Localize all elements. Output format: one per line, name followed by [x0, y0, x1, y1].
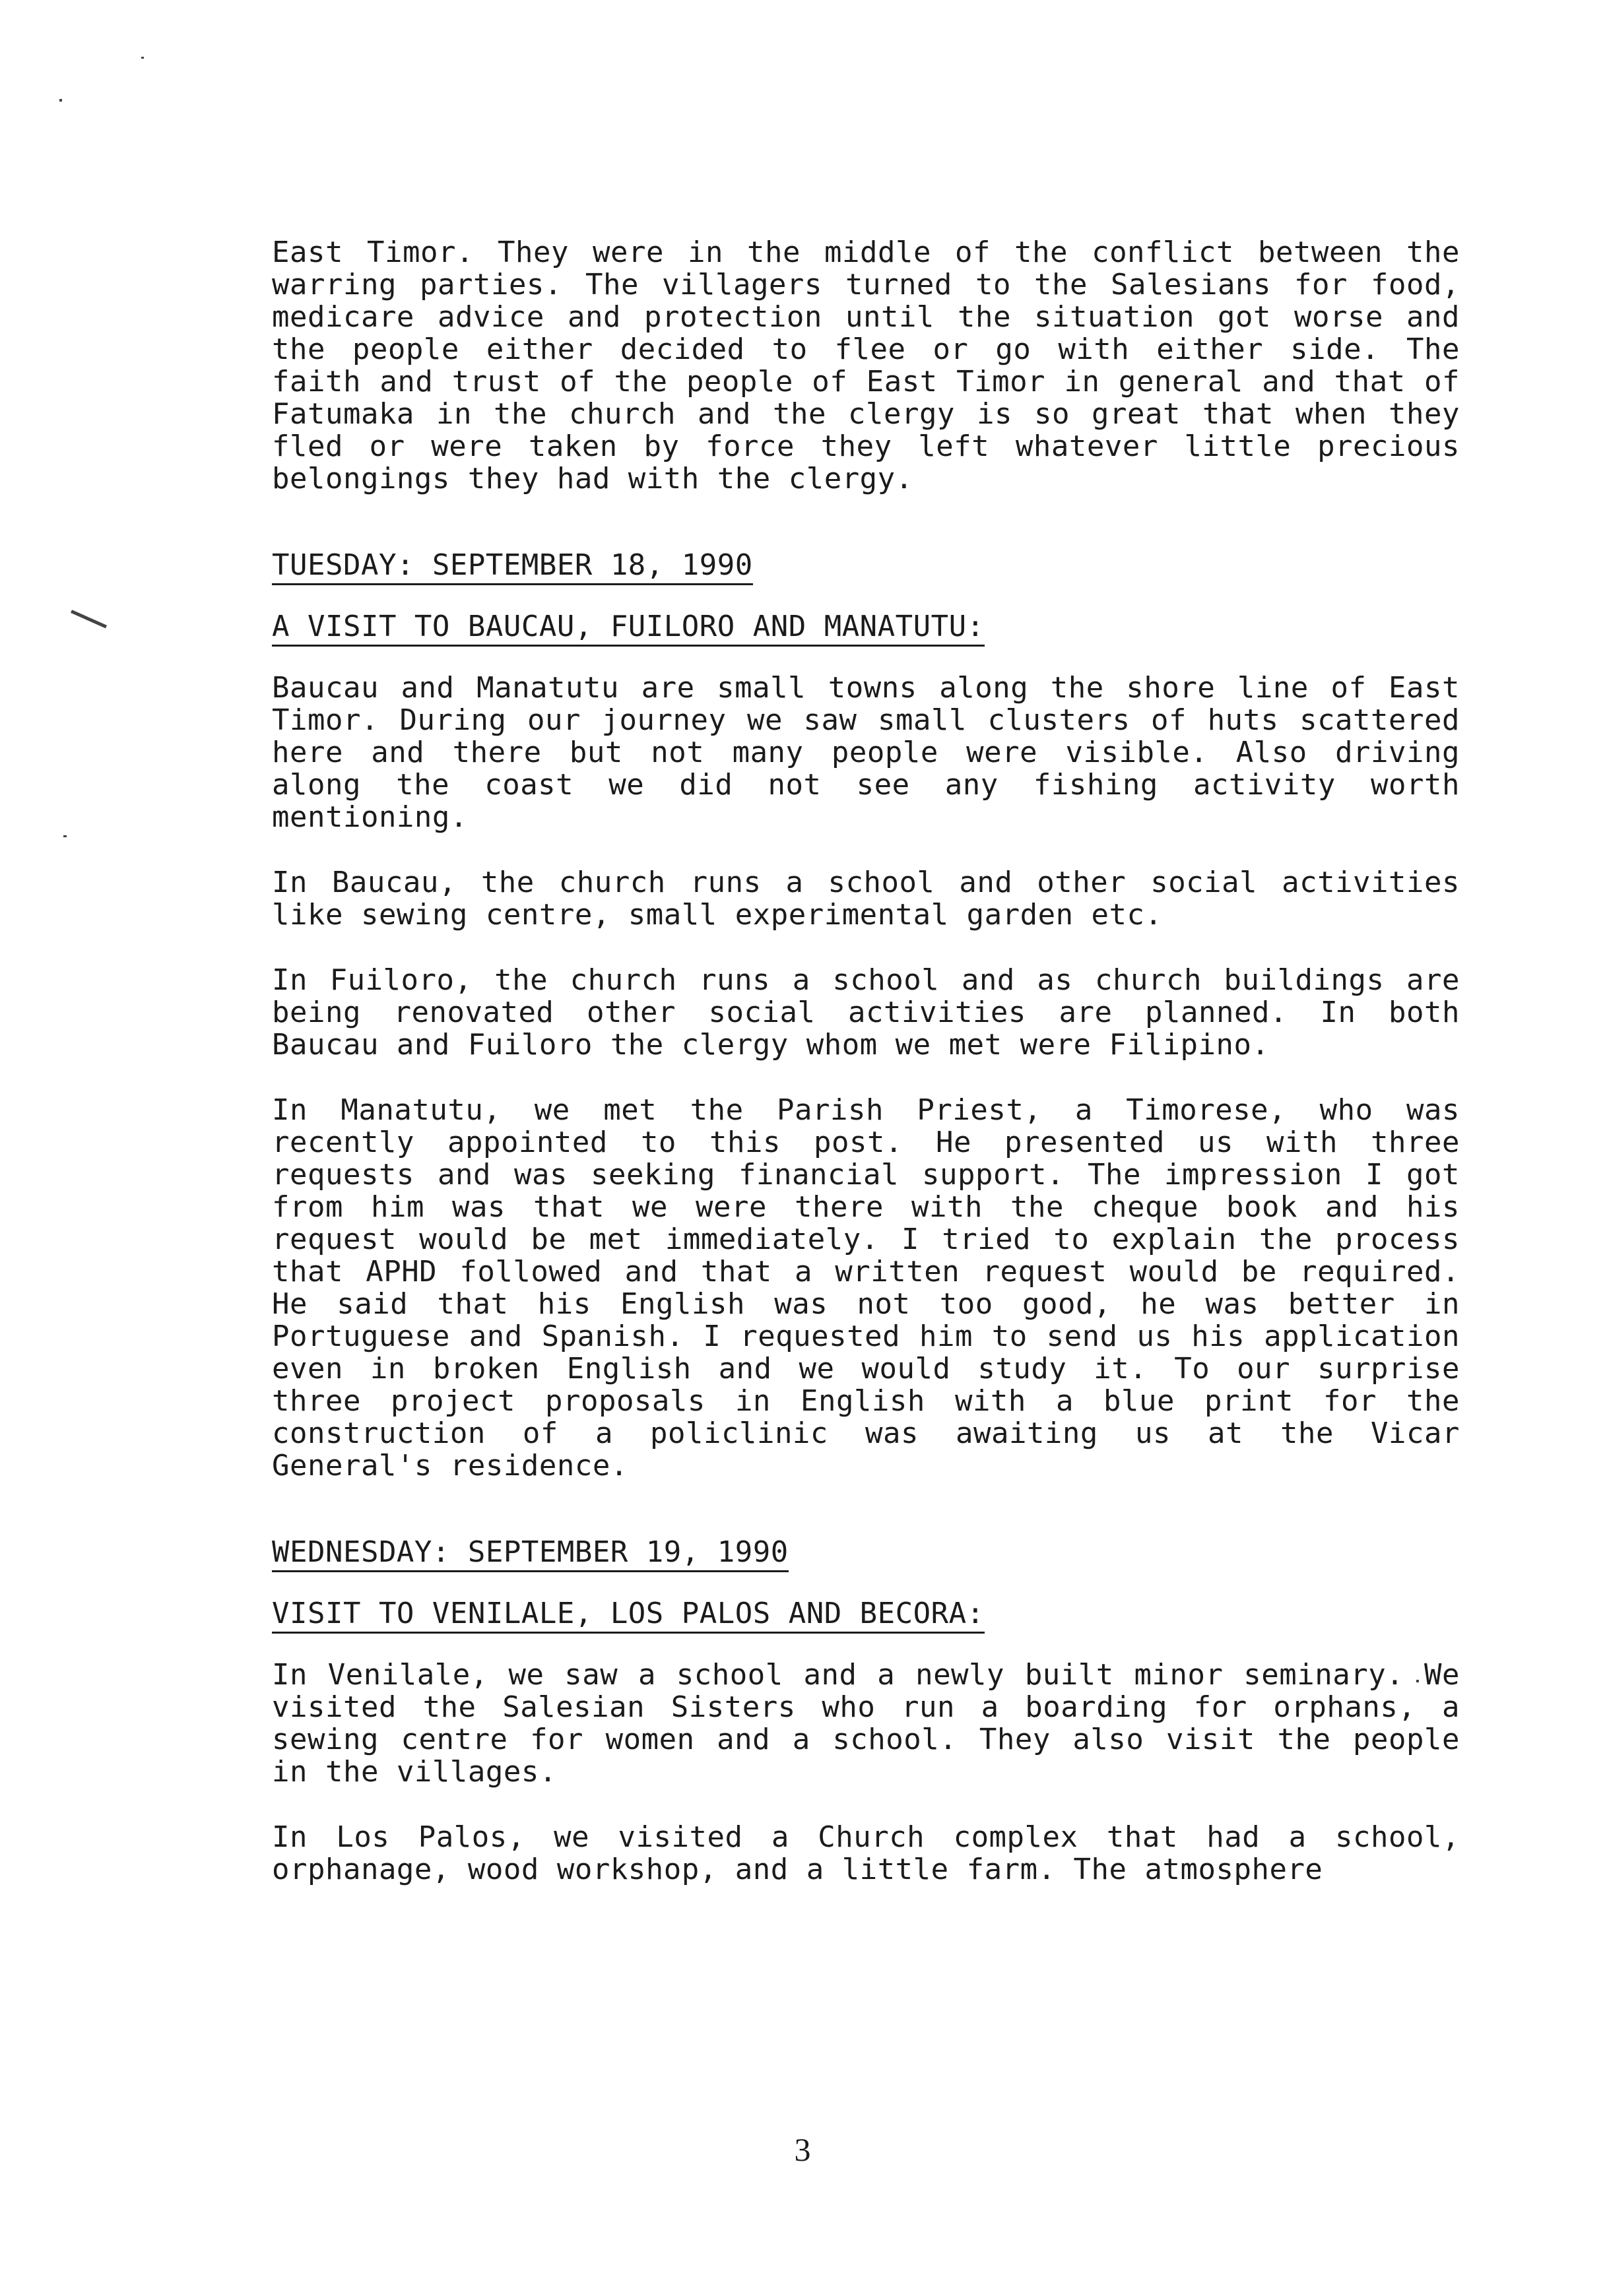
date-heading: TUESDAY: SEPTEMBER 18, 1990: [272, 550, 753, 585]
wednesday-heading-wrap: [272, 1536, 1460, 1572]
scan-mark-arrow: [71, 610, 107, 628]
body-paragraph: East Timor. They were in the middle of the conflict between the warring parties. The villagers turned to the Salesians for food, medicare advice and protection until the situation got worse and the people either decided to flee or go with either side. The faith and trust of the people of East Timor in general and that of Fatumaka in the church and the clergy is so great that when they fled or were taken by force they left whatever little precious belongings they had with the clergy.: [272, 236, 1460, 495]
body-paragraph: In Manatutu, we met the Parish Priest, a Timorese, who was recently appointed to this post. He presented us with three requests and was seeking financial support. The impression I got from him was that we were there with the cheque book and his request would be met immediately. I tried to explain the process that APHD followed and that a written request would be required. He said that his English was not too good, he was better in Portuguese and Spanish. I requested him to send us his application even in broken English and we would study it. To our surprise three project proposals in English with a blue print for the construction of a policlinic was awaiting us at the Vicar General's residence.: [272, 1093, 1460, 1483]
document-content: [272, 236, 1460, 1919]
page-number: 3: [794, 2131, 811, 2168]
visit-heading: A VISIT TO BAUCAU, FUILORO AND MANATUTU:: [272, 612, 985, 647]
date-heading: WEDNESDAY: SEPTEMBER 19, 1990: [272, 1537, 789, 1572]
body-paragraph: In Baucau, the church runs a school and other social activities like sewing centre, small experimental garden etc.: [272, 866, 1460, 932]
wednesday-title-wrap: [272, 1597, 1460, 1634]
scan-mark-left-middle: [63, 835, 67, 837]
tuesday-heading-wrap: [272, 549, 1460, 585]
tuesday-title-wrap: [272, 610, 1460, 647]
body-paragraph: In Venilale, we saw a school and a newly built minor seminary. We visited the Salesian Sisters who run a boarding for orphans, a sewing centre for women and a school. They also visit the people in the villages.: [272, 1658, 1460, 1789]
body-paragraph: In Fuiloro, the church runs a school and as church buildings are being renovated other social activities are planned. In both Baucau and Fuiloro the clergy whom we met were Filipino.: [272, 963, 1460, 1062]
scan-mark-top: [141, 57, 144, 59]
body-paragraph: Baucau and Manatutu are small towns along the shore line of East Timor. During our journey we saw small clusters of huts scattered here and there but not many people were visible. Also driving along the coast we did not see any fishing activity worth mentioning.: [272, 671, 1460, 834]
scan-mark-left-upper: [59, 99, 62, 102]
body-paragraph: In Los Palos, we visited a Church complex that had a school, orphanage, wood workshop, and a little farm. The atmosphere: [272, 1820, 1460, 1886]
visit-heading: VISIT TO VENILALE, LOS PALOS AND BECORA:: [272, 1599, 985, 1634]
